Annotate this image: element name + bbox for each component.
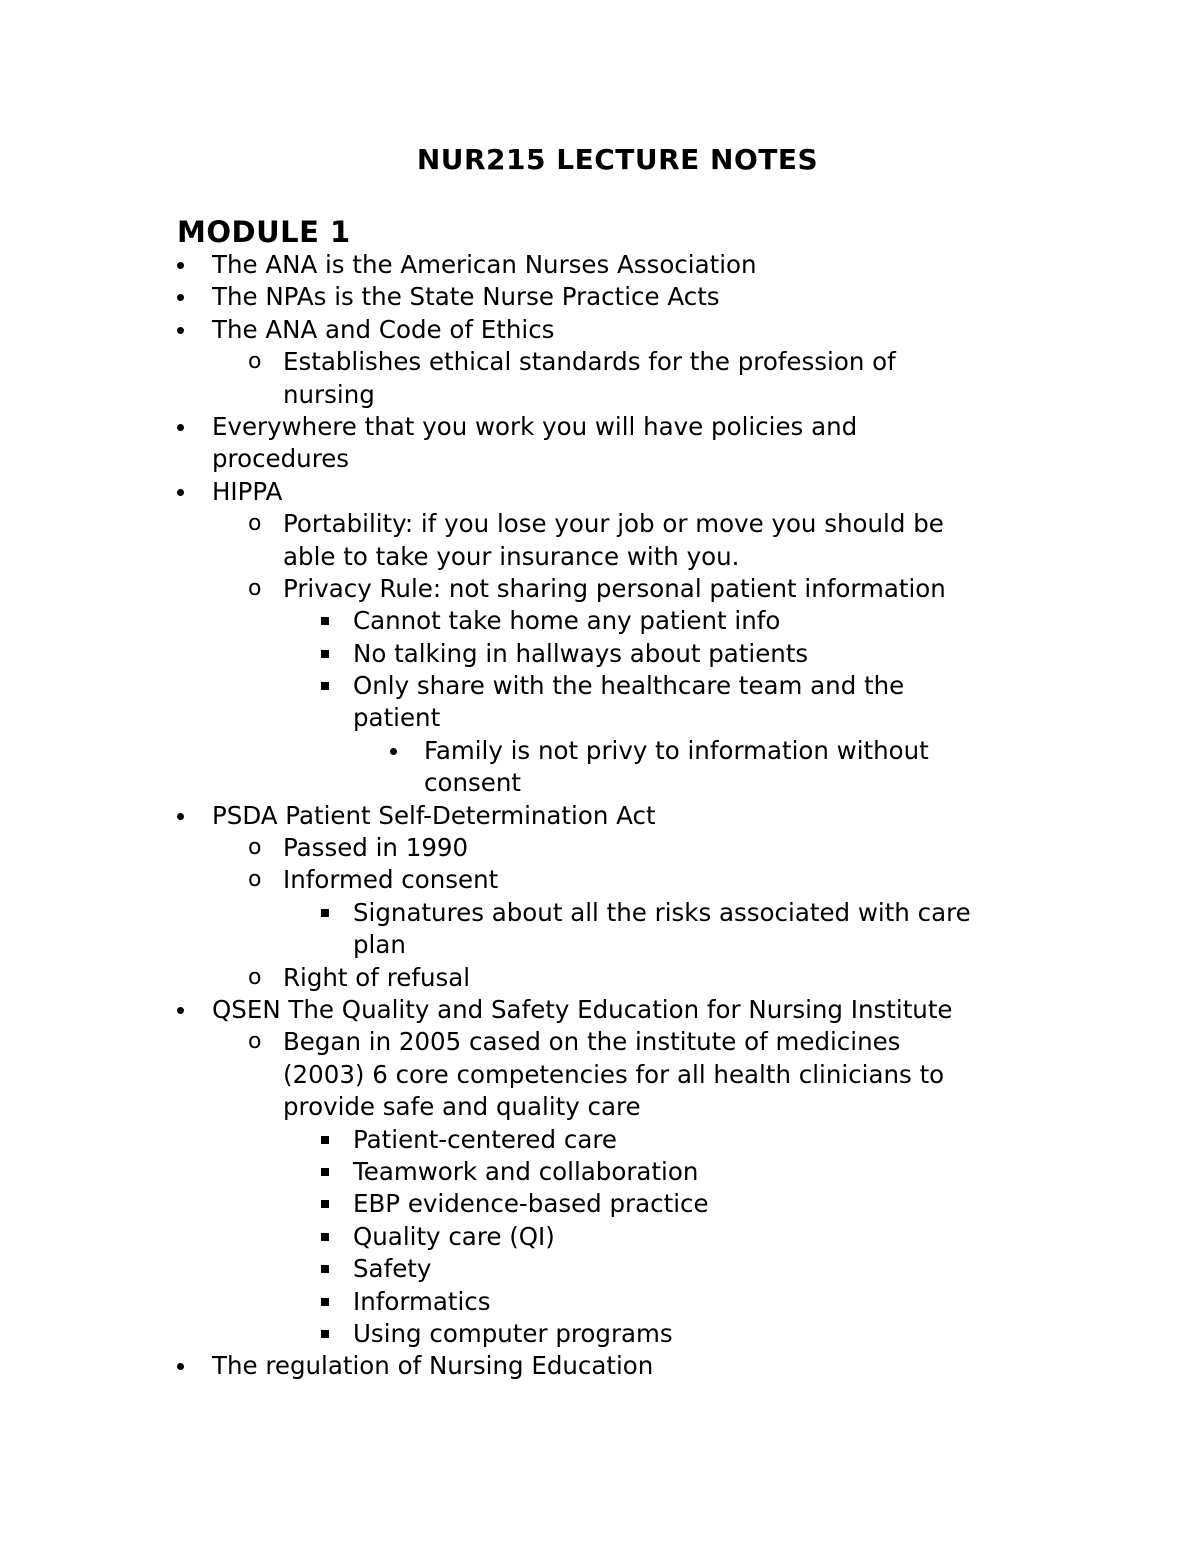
bullet-circle-icon: o <box>248 964 262 990</box>
list-item <box>0 1156 1200 1188</box>
bullet-square-icon <box>321 1200 329 1208</box>
list-item-text: procedures <box>212 444 350 474</box>
list-item-text: patient <box>353 703 441 733</box>
list-item <box>0 379 1200 411</box>
list-item <box>0 1188 1200 1220</box>
list-item-text: Only share with the healthcare team and the <box>353 671 905 701</box>
list-item <box>0 1253 1200 1285</box>
list-item-text: PSDA Patient Self-Determination Act <box>212 800 656 830</box>
list-item-text: EBP evidence-based practice <box>353 1189 709 1219</box>
list-item <box>0 929 1200 961</box>
bullet-dot-icon <box>177 327 184 334</box>
list-item-text: Passed in 1990 <box>283 833 469 863</box>
bullet-square-icon <box>321 650 329 658</box>
list-item-text: Patient-centered care <box>353 1124 617 1154</box>
list-item <box>0 1026 1200 1058</box>
list-item-text: Using computer programs <box>353 1318 673 1348</box>
list-item <box>0 832 1200 864</box>
list-item <box>0 767 1200 799</box>
list-item-text: Portability: if you lose your job or move you should be <box>283 509 944 539</box>
list-item <box>0 702 1200 734</box>
bullet-dot-icon <box>177 262 184 269</box>
list-item-text: The ANA and Code of Ethics <box>212 314 555 344</box>
list-item-text: (2003) 6 core competencies for all health clinicians to <box>283 1059 945 1089</box>
list-item-text: plan <box>353 930 406 960</box>
bullet-square-icon <box>321 1233 329 1241</box>
bullet-dot-icon <box>390 748 397 755</box>
list-item-text: Informatics <box>353 1286 491 1316</box>
list-item-text: The ANA is the American Nurses Association <box>212 250 757 279</box>
list-item <box>0 897 1200 929</box>
list-item-text: consent <box>424 768 521 798</box>
bullet-square-icon <box>321 617 329 625</box>
list-item <box>0 508 1200 540</box>
list-item <box>0 249 1200 281</box>
list-item-text: Teamwork and collaboration <box>353 1156 699 1186</box>
list-item <box>0 800 1200 832</box>
list-item-text: The regulation of Nursing Education <box>212 1351 654 1381</box>
list-item-text: Privacy Rule: not sharing personal patient information <box>283 573 946 603</box>
bullet-dot-icon <box>177 489 184 496</box>
bullet-square-icon <box>321 1265 329 1273</box>
list-item <box>0 1124 1200 1156</box>
list-item <box>0 735 1200 767</box>
page-title: NUR215 LECTURE NOTES <box>416 143 819 176</box>
list-item-text: Signatures about all the risks associated with care <box>353 897 971 927</box>
list-item-text: Cannot take home any patient info <box>353 606 781 636</box>
list-item-text: able to take your insurance with you. <box>283 541 740 571</box>
bullet-circle-icon: o <box>248 575 262 601</box>
list-item-text: The NPAs is the State Nurse Practice Acts <box>212 282 720 312</box>
bullet-square-icon <box>321 682 329 690</box>
list-item-text: Safety <box>353 1254 432 1284</box>
list-item <box>0 541 1200 573</box>
list-item <box>0 1221 1200 1253</box>
list-item <box>0 281 1200 313</box>
list-item-text: QSEN The Quality and Safety Education for Nursing Institute <box>212 994 953 1024</box>
bullet-dot-icon <box>177 1007 184 1014</box>
bullet-square-icon <box>321 1298 329 1306</box>
list-item <box>0 670 1200 702</box>
bullet-circle-icon: o <box>248 835 262 861</box>
list-item-text: Establishes ethical standards for the profession of <box>283 347 896 377</box>
list-item <box>0 1286 1200 1318</box>
list-item <box>0 605 1200 637</box>
list-item-text: Began in 2005 cased on the institute of medicines <box>283 1027 901 1057</box>
bullet-dot-icon <box>177 1363 184 1370</box>
bullet-dot-icon <box>177 813 184 820</box>
list-item <box>0 1091 1200 1123</box>
bullet-square-icon <box>321 1168 329 1176</box>
list-item-text: HIPPA <box>212 476 283 506</box>
list-item <box>0 1059 1200 1091</box>
bullet-dot-icon <box>177 424 184 431</box>
module-heading: MODULE 1 <box>177 215 351 249</box>
list-item <box>0 314 1200 346</box>
list-item-text: Quality care (QI) <box>353 1221 555 1251</box>
list-item <box>0 962 1200 994</box>
list-item-text: Everywhere that you work you will have policies and <box>212 411 858 441</box>
list-item <box>0 411 1200 443</box>
list-item <box>0 346 1200 378</box>
list-item-text: provide safe and quality care <box>283 1092 641 1122</box>
bullet-circle-icon: o <box>248 349 262 375</box>
list-item <box>0 443 1200 475</box>
bullet-square-icon <box>321 1330 329 1338</box>
list-item-text: Family is not privy to information without <box>424 735 929 765</box>
bullet-dot-icon <box>177 294 184 301</box>
list-item <box>0 1318 1200 1350</box>
list-item <box>0 994 1200 1026</box>
bullet-square-icon <box>321 1136 329 1144</box>
bullet-circle-icon: o <box>248 867 262 893</box>
bullet-circle-icon: o <box>248 511 262 537</box>
list-item-text: Right of refusal <box>283 962 471 992</box>
list-item <box>0 638 1200 670</box>
bullet-circle-icon: o <box>248 1029 262 1055</box>
list-item <box>0 1350 1200 1382</box>
list-item <box>0 864 1200 896</box>
list-item-text: Informed consent <box>283 865 499 895</box>
list-item-text: nursing <box>283 379 375 409</box>
list-item <box>0 573 1200 605</box>
notes-list <box>0 249 1200 1383</box>
list-item-text: No talking in hallways about patients <box>353 638 809 668</box>
list-item <box>0 476 1200 508</box>
bullet-square-icon <box>321 909 329 917</box>
